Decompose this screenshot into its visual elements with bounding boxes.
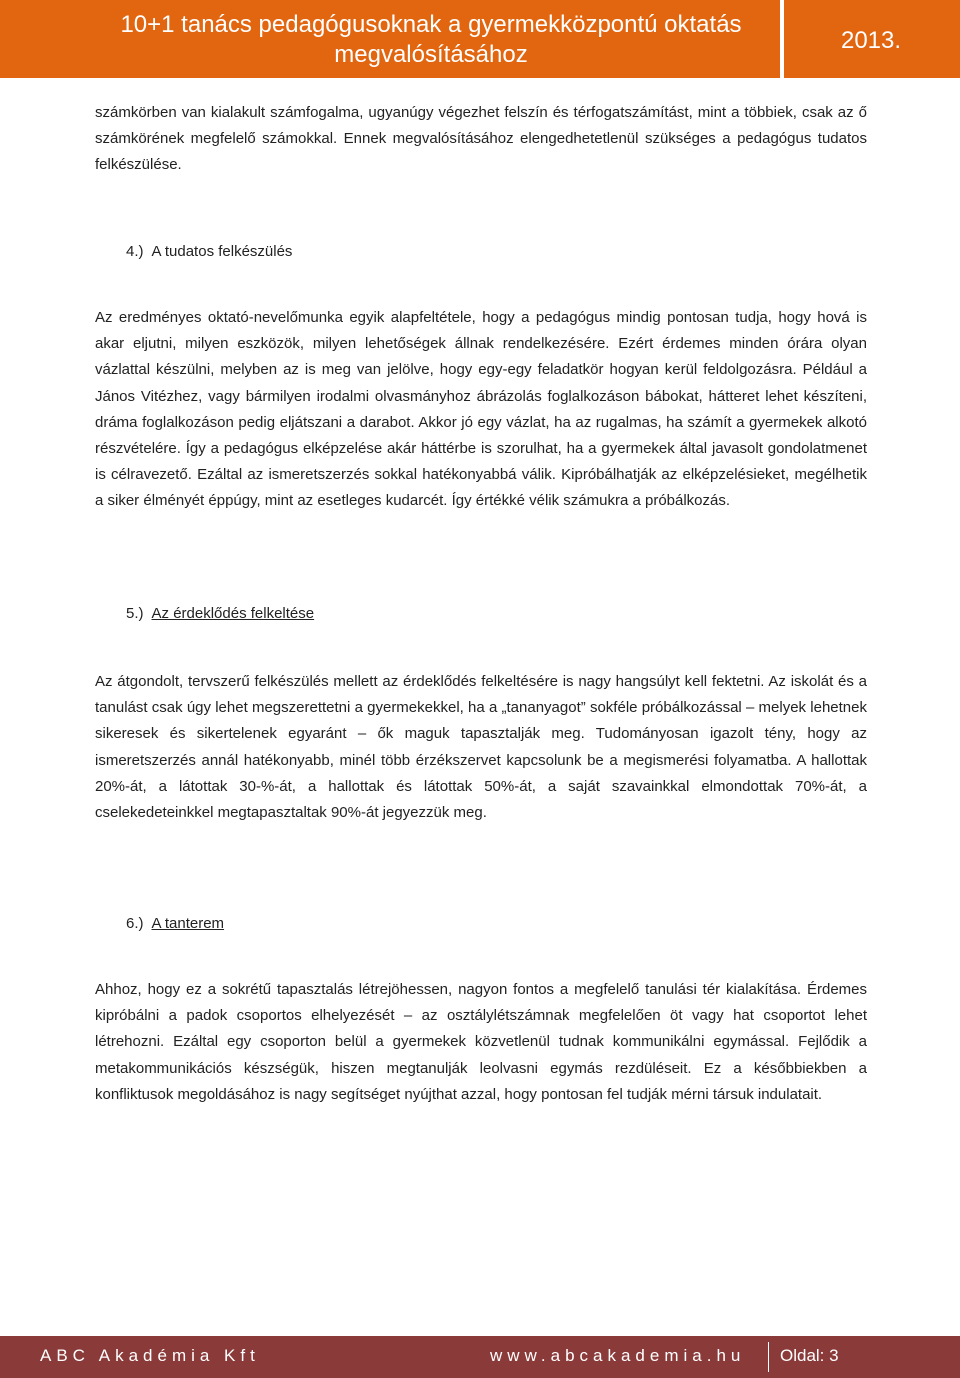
footer-company: ABC Akadémia Kft [40, 1346, 260, 1365]
section-5-body [95, 669, 867, 826]
intro-block [95, 100, 867, 179]
footer-divider [768, 1342, 769, 1372]
header-year-band [784, 0, 960, 78]
page-number: Oldal: 3 [780, 1346, 839, 1365]
footer-website-link[interactable]: www.abcakademia.hu [490, 1346, 746, 1365]
header-title-band [0, 0, 780, 78]
section-5-heading [126, 604, 314, 624]
section-number: 4.) [126, 243, 144, 260]
section-4-heading [126, 242, 292, 262]
section-4-body [95, 305, 867, 515]
section-title: Az érdeklődés felkeltése [151, 605, 315, 622]
document-year: 2013. [840, 27, 902, 54]
intro-paragraph: számkörben van kialakult számfogalma, ugyanúgy végezhet felszín és térfogatszámítást, mint a többiek, csak az ő számkörének megfelelő számokkal. Ennek megvalósításához elengedhetetlenül szükséges a pedagógus tudatos felkészülése. [95, 104, 867, 174]
section-paragraph: Ahhoz, hogy ez a sokrétű tapasztalás létrejöhessen, nagyon fontos a megfelelő tanulási tér kialakítása. Érdemes kipróbálni a padok csoportos elhelyezését – az osztálylétszámnak megfelelően öt vagy hat csoportot lehet létrehozni. Ezáltal egy csoporton belül a gyermekek közvetlenül tudnak kommunikálni egymással. Fejlődik a metakommunikációs készségük, hiszen megtanulják leolvasni egymás rezdüléseit. Ez a későbbiekben a konfliktusok megoldásához is nagy segítséget nyújthat azzal, hogy pontosan fel tudják mérni társuk indulatait. [95, 981, 867, 1103]
section-number: 6.) [126, 915, 144, 932]
document-title: 10+1 tanács pedagógusoknak a gyermekközpontú oktatás megvalósításához [120, 11, 742, 68]
page-footer [0, 1336, 960, 1378]
section-paragraph: Az eredményes oktató-nevelőmunka egyik alapfeltétele, hogy a pedagógus mindig pontosan tudja, hogy hová is akar eljutni, milyen eszközök, milyen lehetőségek állnak rendelkezésére. Ezért érdemes minden órára olyan vázlattal készülni, melyben az is meg van jelölve, hogy egy-egy feladatkör hogyan kerül feldolgozásra. Például a János Vitézhez, vagy bármilyen irodalmi olvasmányhoz ábrázolás foglalkozáson bábokat, hátteret lehet készíteni, dráma foglalkozáson pedig eljátszani a darabot. Akkor jó egy vázlat, ha az rugalmas, ha számít a gyermekek alkotó részvételére. Így a pedagógus elképzelése akár háttérbe is szorulhat, ha a gyermekek által javasolt gondolatmenet is célravezető. Ezáltal az ismeretszerzés sokkal hatékonyabbá válik. Kipróbálhatják az elképzelésieket, megélhetik a siker élményét éppúgy, mint az esetleges kudarcét. Így értékké vélik számukra a próbálkozás. [95, 309, 867, 510]
page-header [0, 0, 960, 80]
section-title: A tudatos felkészülés [151, 243, 293, 260]
section-title: A tanterem [151, 915, 225, 932]
section-paragraph: Az átgondolt, tervszerű felkészülés mellett az érdeklődés felkeltésére is nagy hangsúlyt kell fektetni. Az iskolát és a tanulást csak úgy lehet megszerettetni a gyermekekkel, ha a „tananyagot” sokféle próbálkozással – melyek lehetnek sikeresek és sikertelenek egyaránt – ők maguk tapasztalják meg. Tudományosan igazolt tény, hogy az ismeretszerzés annál hatékonyabb, minél több érzékszervet kapcsolunk be a megismerési folyamatba. A hallottak 20%-át, a látottak 30-%-át, a hallottak és látottak 50%-át, a saját szavainkkal elmondottak 70%-át, a cselekedeteinkkel megtapasztaltak 90%-át jegyezzük meg. [95, 673, 867, 822]
section-6-heading [126, 914, 224, 934]
section-number: 5.) [126, 605, 144, 622]
section-6-body [95, 977, 867, 1108]
